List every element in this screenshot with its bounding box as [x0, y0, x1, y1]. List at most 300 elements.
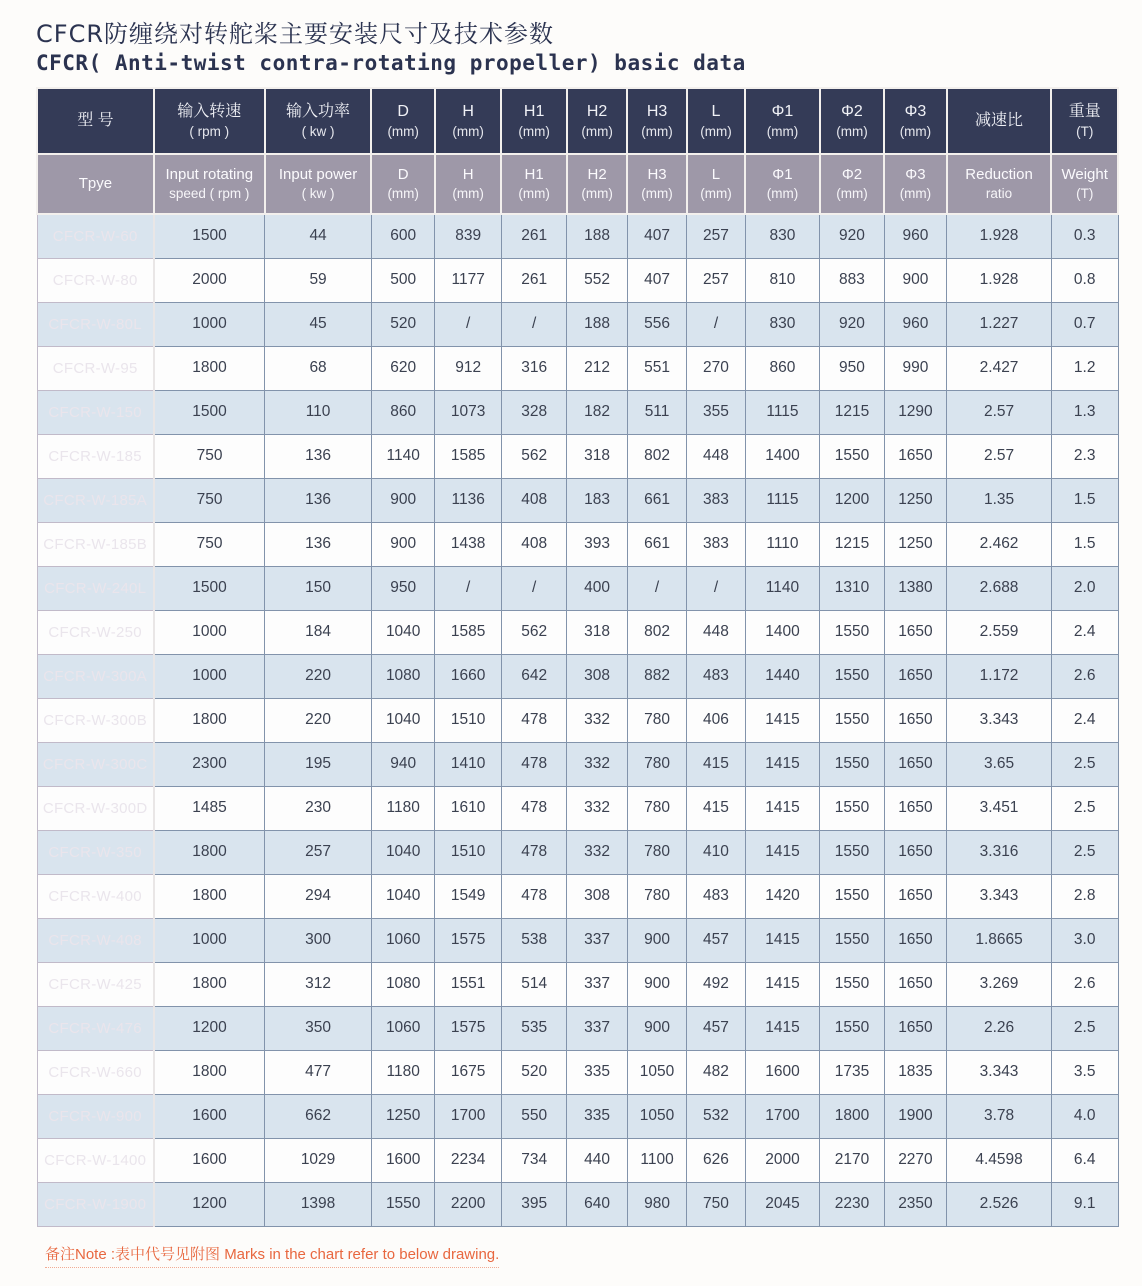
table-cell: 395 — [501, 1182, 566, 1226]
table-cell: 448 — [687, 610, 745, 654]
table-cell: 68 — [265, 346, 372, 390]
table-cell: 1485 — [154, 786, 265, 830]
table-cell: 500 — [371, 258, 434, 302]
table-cell: 3.343 — [947, 698, 1052, 742]
header-en-d: D (mm) — [371, 154, 434, 214]
table-cell: 1650 — [884, 434, 946, 478]
table-row — [37, 1006, 1118, 1050]
table-cell: 1650 — [884, 742, 946, 786]
table-cell: 2200 — [435, 1182, 501, 1226]
row-model: CFCR-W-476 — [37, 1006, 154, 1050]
table-cell: 410 — [687, 830, 745, 874]
table-cell: 478 — [501, 830, 566, 874]
table-cell: 257 — [687, 258, 745, 302]
table-row — [37, 830, 1118, 874]
table-row — [37, 258, 1118, 302]
row-model: CFCR-W-400 — [37, 874, 154, 918]
header-zh-h1: H1 (mm) — [501, 88, 566, 154]
table-cell: 2.57 — [947, 434, 1052, 478]
table-header — [37, 88, 1118, 214]
table-cell: 1000 — [154, 654, 265, 698]
table-cell: 3.5 — [1051, 1050, 1118, 1094]
table-cell: 4.0 — [1051, 1094, 1118, 1138]
table-cell: 261 — [501, 258, 566, 302]
table-cell: 44 — [265, 214, 372, 258]
table-row — [37, 874, 1118, 918]
table-cell: 0.3 — [1051, 214, 1118, 258]
table-cell: 1180 — [371, 786, 434, 830]
table-cell: 2.26 — [947, 1006, 1052, 1050]
table-cell: 1900 — [884, 1094, 946, 1138]
table-cell: 2.5 — [1051, 830, 1118, 874]
table-cell: 1500 — [154, 214, 265, 258]
table-cell: 1800 — [154, 346, 265, 390]
table-row — [37, 918, 1118, 962]
table-cell: 337 — [567, 962, 627, 1006]
table-cell: 1400 — [745, 434, 820, 478]
table-cell: 990 — [884, 346, 946, 390]
table-cell: 661 — [627, 522, 686, 566]
header-en-reduction-ratio: Reduction ratio — [947, 154, 1052, 214]
row-model: CFCR-W-350 — [37, 830, 154, 874]
table-cell: 810 — [745, 258, 820, 302]
table-cell: 308 — [567, 654, 627, 698]
table-cell: 900 — [371, 478, 434, 522]
table-cell: 960 — [884, 214, 946, 258]
table-row — [37, 302, 1118, 346]
table-cell: 2170 — [820, 1138, 884, 1182]
table-row — [37, 654, 1118, 698]
header-zh-d: D (mm) — [371, 88, 434, 154]
table-cell: 1398 — [265, 1182, 372, 1226]
table-cell: 45 — [265, 302, 372, 346]
header-en-h3: H3 (mm) — [627, 154, 686, 214]
footnote: 备注Note :表中代号见附图 Marks in the chart refer to below drawing. — [45, 1243, 499, 1268]
table-cell: 448 — [687, 434, 745, 478]
table-cell: 1675 — [435, 1050, 501, 1094]
table-cell: 1550 — [820, 742, 884, 786]
table-cell: 1650 — [884, 786, 946, 830]
table-cell: 860 — [371, 390, 434, 434]
table-row — [37, 522, 1118, 566]
table-cell: 1115 — [745, 478, 820, 522]
table-cell: 337 — [567, 918, 627, 962]
table-cell: 1080 — [371, 654, 434, 698]
table-cell: 1650 — [884, 918, 946, 962]
header-en-h1: H1 (mm) — [501, 154, 566, 214]
table-cell: 1415 — [745, 918, 820, 962]
table-cell: 136 — [265, 478, 372, 522]
table-cell: 195 — [265, 742, 372, 786]
table-cell: 734 — [501, 1138, 566, 1182]
table-cell: 900 — [627, 1006, 686, 1050]
table-cell: 780 — [627, 786, 686, 830]
table-cell: 535 — [501, 1006, 566, 1050]
table-cell: 1800 — [820, 1094, 884, 1138]
table-cell: 2.57 — [947, 390, 1052, 434]
table-cell: 520 — [371, 302, 434, 346]
table-cell: 1040 — [371, 698, 434, 742]
table-cell: 1215 — [820, 522, 884, 566]
table-cell: 332 — [567, 742, 627, 786]
table-cell: 1080 — [371, 962, 434, 1006]
table-cell: 780 — [627, 698, 686, 742]
table-cell: 562 — [501, 434, 566, 478]
table-cell: 406 — [687, 698, 745, 742]
table-cell: 2270 — [884, 1138, 946, 1182]
header-zh-phi3: Φ3 (mm) — [884, 88, 946, 154]
table-cell: 183 — [567, 478, 627, 522]
table-cell: 1073 — [435, 390, 501, 434]
table-cell: 1200 — [154, 1182, 265, 1226]
table-cell: 750 — [687, 1182, 745, 1226]
table-cell: 300 — [265, 918, 372, 962]
table-cell: 1115 — [745, 390, 820, 434]
table-cell: 1800 — [154, 962, 265, 1006]
table-cell: 440 — [567, 1138, 627, 1182]
table-cell: 332 — [567, 698, 627, 742]
table-cell: 230 — [265, 786, 372, 830]
table-cell: 261 — [501, 214, 566, 258]
table-cell: 750 — [154, 434, 265, 478]
table-cell: 1550 — [820, 962, 884, 1006]
table-cell: 457 — [687, 1006, 745, 1050]
table-cell: 483 — [687, 874, 745, 918]
table-cell: 1575 — [435, 1006, 501, 1050]
row-model: CFCR-W-900 — [37, 1094, 154, 1138]
table-cell: 1215 — [820, 390, 884, 434]
header-zh-phi1: Φ1 (mm) — [745, 88, 820, 154]
table-cell: 136 — [265, 522, 372, 566]
table-cell: 59 — [265, 258, 372, 302]
table-cell: 3.65 — [947, 742, 1052, 786]
table-cell: 1110 — [745, 522, 820, 566]
table-cell: 1415 — [745, 698, 820, 742]
table-cell: 562 — [501, 610, 566, 654]
table-cell: 520 — [501, 1050, 566, 1094]
table-body — [37, 214, 1118, 1226]
table-cell: 2.0 — [1051, 566, 1118, 610]
header-en-weight: Weight (T) — [1051, 154, 1118, 214]
row-model: CFCR-W-660 — [37, 1050, 154, 1094]
header-zh-input-power: 输入功率 ( kw ) — [265, 88, 372, 154]
table-cell: 1600 — [745, 1050, 820, 1094]
table-cell: 1550 — [371, 1182, 434, 1226]
table-cell: 1.172 — [947, 654, 1052, 698]
header-zh-h: H (mm) — [435, 88, 501, 154]
row-model: CFCR-W-185 — [37, 434, 154, 478]
table-cell: 1060 — [371, 918, 434, 962]
table-cell: 407 — [627, 258, 686, 302]
table-cell: 1585 — [435, 610, 501, 654]
table-cell: 335 — [567, 1094, 627, 1138]
row-model: CFCR-W-300B — [37, 698, 154, 742]
page-title-en: CFCR( Anti-twist contra-rotating propeller) basic data — [36, 51, 746, 75]
table-cell: 830 — [745, 214, 820, 258]
table-cell: 2.559 — [947, 610, 1052, 654]
table-cell: 552 — [567, 258, 627, 302]
header-zh-type: 型 号 — [37, 88, 154, 154]
header-en-phi3: Φ3 (mm) — [884, 154, 946, 214]
table-cell: 332 — [567, 786, 627, 830]
header-zh-phi2: Φ2 (mm) — [820, 88, 884, 154]
table-cell: 1000 — [154, 918, 265, 962]
table-cell: 1600 — [154, 1094, 265, 1138]
table-cell: / — [501, 302, 566, 346]
table-row — [37, 214, 1118, 258]
table-row — [37, 1094, 1118, 1138]
table-cell: 920 — [820, 214, 884, 258]
table-cell: 408 — [501, 522, 566, 566]
table-cell: 1180 — [371, 1050, 434, 1094]
table-cell: 2000 — [154, 258, 265, 302]
table-cell: 407 — [627, 214, 686, 258]
table-cell: 802 — [627, 610, 686, 654]
table-cell: 1700 — [435, 1094, 501, 1138]
table-cell: 662 — [265, 1094, 372, 1138]
table-cell: 1140 — [371, 434, 434, 478]
row-model: CFCR-W-300A — [37, 654, 154, 698]
table-cell: 556 — [627, 302, 686, 346]
table-cell: 900 — [627, 918, 686, 962]
table-row — [37, 1050, 1118, 1094]
table-cell: 9.1 — [1051, 1182, 1118, 1226]
table-cell: 328 — [501, 390, 566, 434]
table-cell: 1550 — [820, 610, 884, 654]
table-cell: 1650 — [884, 654, 946, 698]
table-cell: 642 — [501, 654, 566, 698]
table-cell: 920 — [820, 302, 884, 346]
table-row — [37, 962, 1118, 1006]
table-cell: 1177 — [435, 258, 501, 302]
table-cell: 883 — [820, 258, 884, 302]
table-cell: 1650 — [884, 1006, 946, 1050]
table-cell: 551 — [627, 346, 686, 390]
table-cell: 2300 — [154, 742, 265, 786]
table-cell: 1550 — [820, 654, 884, 698]
table-cell: 1060 — [371, 1006, 434, 1050]
row-model: CFCR-W-185B — [37, 522, 154, 566]
table-cell: 1040 — [371, 874, 434, 918]
table-cell: 294 — [265, 874, 372, 918]
table-cell: 2.688 — [947, 566, 1052, 610]
table-cell: 1.227 — [947, 302, 1052, 346]
table-cell: 1200 — [154, 1006, 265, 1050]
table-cell: 912 — [435, 346, 501, 390]
table-cell: 2230 — [820, 1182, 884, 1226]
table-cell: 393 — [567, 522, 627, 566]
table-cell: 2045 — [745, 1182, 820, 1226]
table-cell: 780 — [627, 742, 686, 786]
table-cell: 400 — [567, 566, 627, 610]
table-cell: 483 — [687, 654, 745, 698]
table-cell: 1410 — [435, 742, 501, 786]
table-cell: 3.78 — [947, 1094, 1052, 1138]
table-cell: 1800 — [154, 1050, 265, 1094]
table-cell: 2.6 — [1051, 962, 1118, 1006]
table-cell: 1610 — [435, 786, 501, 830]
table-cell: 478 — [501, 786, 566, 830]
table-cell: 415 — [687, 742, 745, 786]
table-cell: 1660 — [435, 654, 501, 698]
table-cell: 1800 — [154, 698, 265, 742]
table-cell: 940 — [371, 742, 434, 786]
table-cell: 1510 — [435, 830, 501, 874]
table-row — [37, 698, 1118, 742]
row-model: CFCR-W-1400 — [37, 1138, 154, 1182]
table-cell: 1.5 — [1051, 478, 1118, 522]
table-cell: 1415 — [745, 830, 820, 874]
table-cell: / — [687, 566, 745, 610]
table-cell: 457 — [687, 918, 745, 962]
table-cell: 2.3 — [1051, 434, 1118, 478]
table-cell: 1050 — [627, 1050, 686, 1094]
table-cell: 478 — [501, 698, 566, 742]
table-cell: 1040 — [371, 830, 434, 874]
table-cell: 0.8 — [1051, 258, 1118, 302]
table-cell: 960 — [884, 302, 946, 346]
table-cell: 257 — [687, 214, 745, 258]
table-cell: 1550 — [820, 434, 884, 478]
table-cell: 2.6 — [1051, 654, 1118, 698]
table-cell: 415 — [687, 786, 745, 830]
table-cell: 482 — [687, 1050, 745, 1094]
table-cell: 355 — [687, 390, 745, 434]
table-cell: 511 — [627, 390, 686, 434]
table-cell: 1585 — [435, 434, 501, 478]
table-cell: 478 — [501, 874, 566, 918]
table-cell: 1040 — [371, 610, 434, 654]
table-cell: 2000 — [745, 1138, 820, 1182]
table-cell: 2.8 — [1051, 874, 1118, 918]
header-row-en — [37, 154, 1118, 214]
table-cell: 1550 — [820, 918, 884, 962]
table-cell: 308 — [567, 874, 627, 918]
table-cell: 1.8665 — [947, 918, 1052, 962]
table-row — [37, 566, 1118, 610]
table-cell: 1000 — [154, 302, 265, 346]
table-cell: 830 — [745, 302, 820, 346]
table-cell: 1800 — [154, 830, 265, 874]
table-cell: 2234 — [435, 1138, 501, 1182]
table-cell: 620 — [371, 346, 434, 390]
table-cell: 2.4 — [1051, 698, 1118, 742]
table-cell: 110 — [265, 390, 372, 434]
table-cell: 270 — [687, 346, 745, 390]
table-cell: 184 — [265, 610, 372, 654]
table-cell: 538 — [501, 918, 566, 962]
table-cell: 383 — [687, 478, 745, 522]
row-model: CFCR-W-150 — [37, 390, 154, 434]
table-cell: 3.0 — [1051, 918, 1118, 962]
table-cell: 1440 — [745, 654, 820, 698]
table-row — [37, 434, 1118, 478]
table-cell: 3.316 — [947, 830, 1052, 874]
table-cell: 1700 — [745, 1094, 820, 1138]
table-row — [37, 1182, 1118, 1226]
table-cell: 839 — [435, 214, 501, 258]
table-cell: 1500 — [154, 566, 265, 610]
table-cell: 900 — [884, 258, 946, 302]
table-cell: 802 — [627, 434, 686, 478]
table-cell: 318 — [567, 610, 627, 654]
table-cell: 860 — [745, 346, 820, 390]
table-cell: 1000 — [154, 610, 265, 654]
table-cell: 1551 — [435, 962, 501, 1006]
table-cell: 1.928 — [947, 214, 1052, 258]
table-cell: 950 — [371, 566, 434, 610]
table-cell: 350 — [265, 1006, 372, 1050]
table-cell: 661 — [627, 478, 686, 522]
row-model: CFCR-W-300C — [37, 742, 154, 786]
table-cell: 514 — [501, 962, 566, 1006]
table-cell: 1050 — [627, 1094, 686, 1138]
header-en-h2: H2 (mm) — [567, 154, 627, 214]
row-model: CFCR-W-425 — [37, 962, 154, 1006]
header-en-input-speed: Input rotating speed ( rpm ) — [154, 154, 265, 214]
table-cell: 1136 — [435, 478, 501, 522]
table-cell: 2.526 — [947, 1182, 1052, 1226]
header-en-type: Tpye — [37, 154, 154, 214]
row-model: CFCR-W-95 — [37, 346, 154, 390]
spec-table — [36, 87, 1119, 1227]
table-cell: 2350 — [884, 1182, 946, 1226]
table-cell: 1650 — [884, 830, 946, 874]
table-cell: 1400 — [745, 610, 820, 654]
header-en-h: H (mm) — [435, 154, 501, 214]
header-zh-h2: H2 (mm) — [567, 88, 627, 154]
table-cell: 1290 — [884, 390, 946, 434]
table-cell: 1415 — [745, 786, 820, 830]
table-cell: 150 — [265, 566, 372, 610]
table-row — [37, 1138, 1118, 1182]
table-cell: 532 — [687, 1094, 745, 1138]
table-cell: 1500 — [154, 390, 265, 434]
table-cell: 1415 — [745, 962, 820, 1006]
table-cell: 1800 — [154, 874, 265, 918]
table-cell: 136 — [265, 434, 372, 478]
table-cell: 1.928 — [947, 258, 1052, 302]
table-cell: 1650 — [884, 698, 946, 742]
table-cell: 1415 — [745, 742, 820, 786]
table-cell: 3.343 — [947, 1050, 1052, 1094]
table-cell: 1550 — [820, 830, 884, 874]
table-cell: 477 — [265, 1050, 372, 1094]
table-cell: 0.7 — [1051, 302, 1118, 346]
table-cell: / — [687, 302, 745, 346]
table-cell: 257 — [265, 830, 372, 874]
table-cell: 1575 — [435, 918, 501, 962]
table-cell: 188 — [567, 302, 627, 346]
table-cell: 318 — [567, 434, 627, 478]
header-en-phi1: Φ1 (mm) — [745, 154, 820, 214]
table-cell: 383 — [687, 522, 745, 566]
table-cell: 1250 — [884, 478, 946, 522]
table-cell: 1550 — [820, 698, 884, 742]
table-cell: 2.5 — [1051, 1006, 1118, 1050]
table-cell: 1420 — [745, 874, 820, 918]
table-cell: 220 — [265, 698, 372, 742]
table-cell: 1.2 — [1051, 346, 1118, 390]
table-cell: 337 — [567, 1006, 627, 1050]
table-cell: 1.3 — [1051, 390, 1118, 434]
row-model: CFCR-W-60 — [37, 214, 154, 258]
table-cell: 188 — [567, 214, 627, 258]
table-cell: 1415 — [745, 1006, 820, 1050]
table-cell: 1600 — [371, 1138, 434, 1182]
table-cell: 1650 — [884, 610, 946, 654]
table-cell: / — [435, 302, 501, 346]
